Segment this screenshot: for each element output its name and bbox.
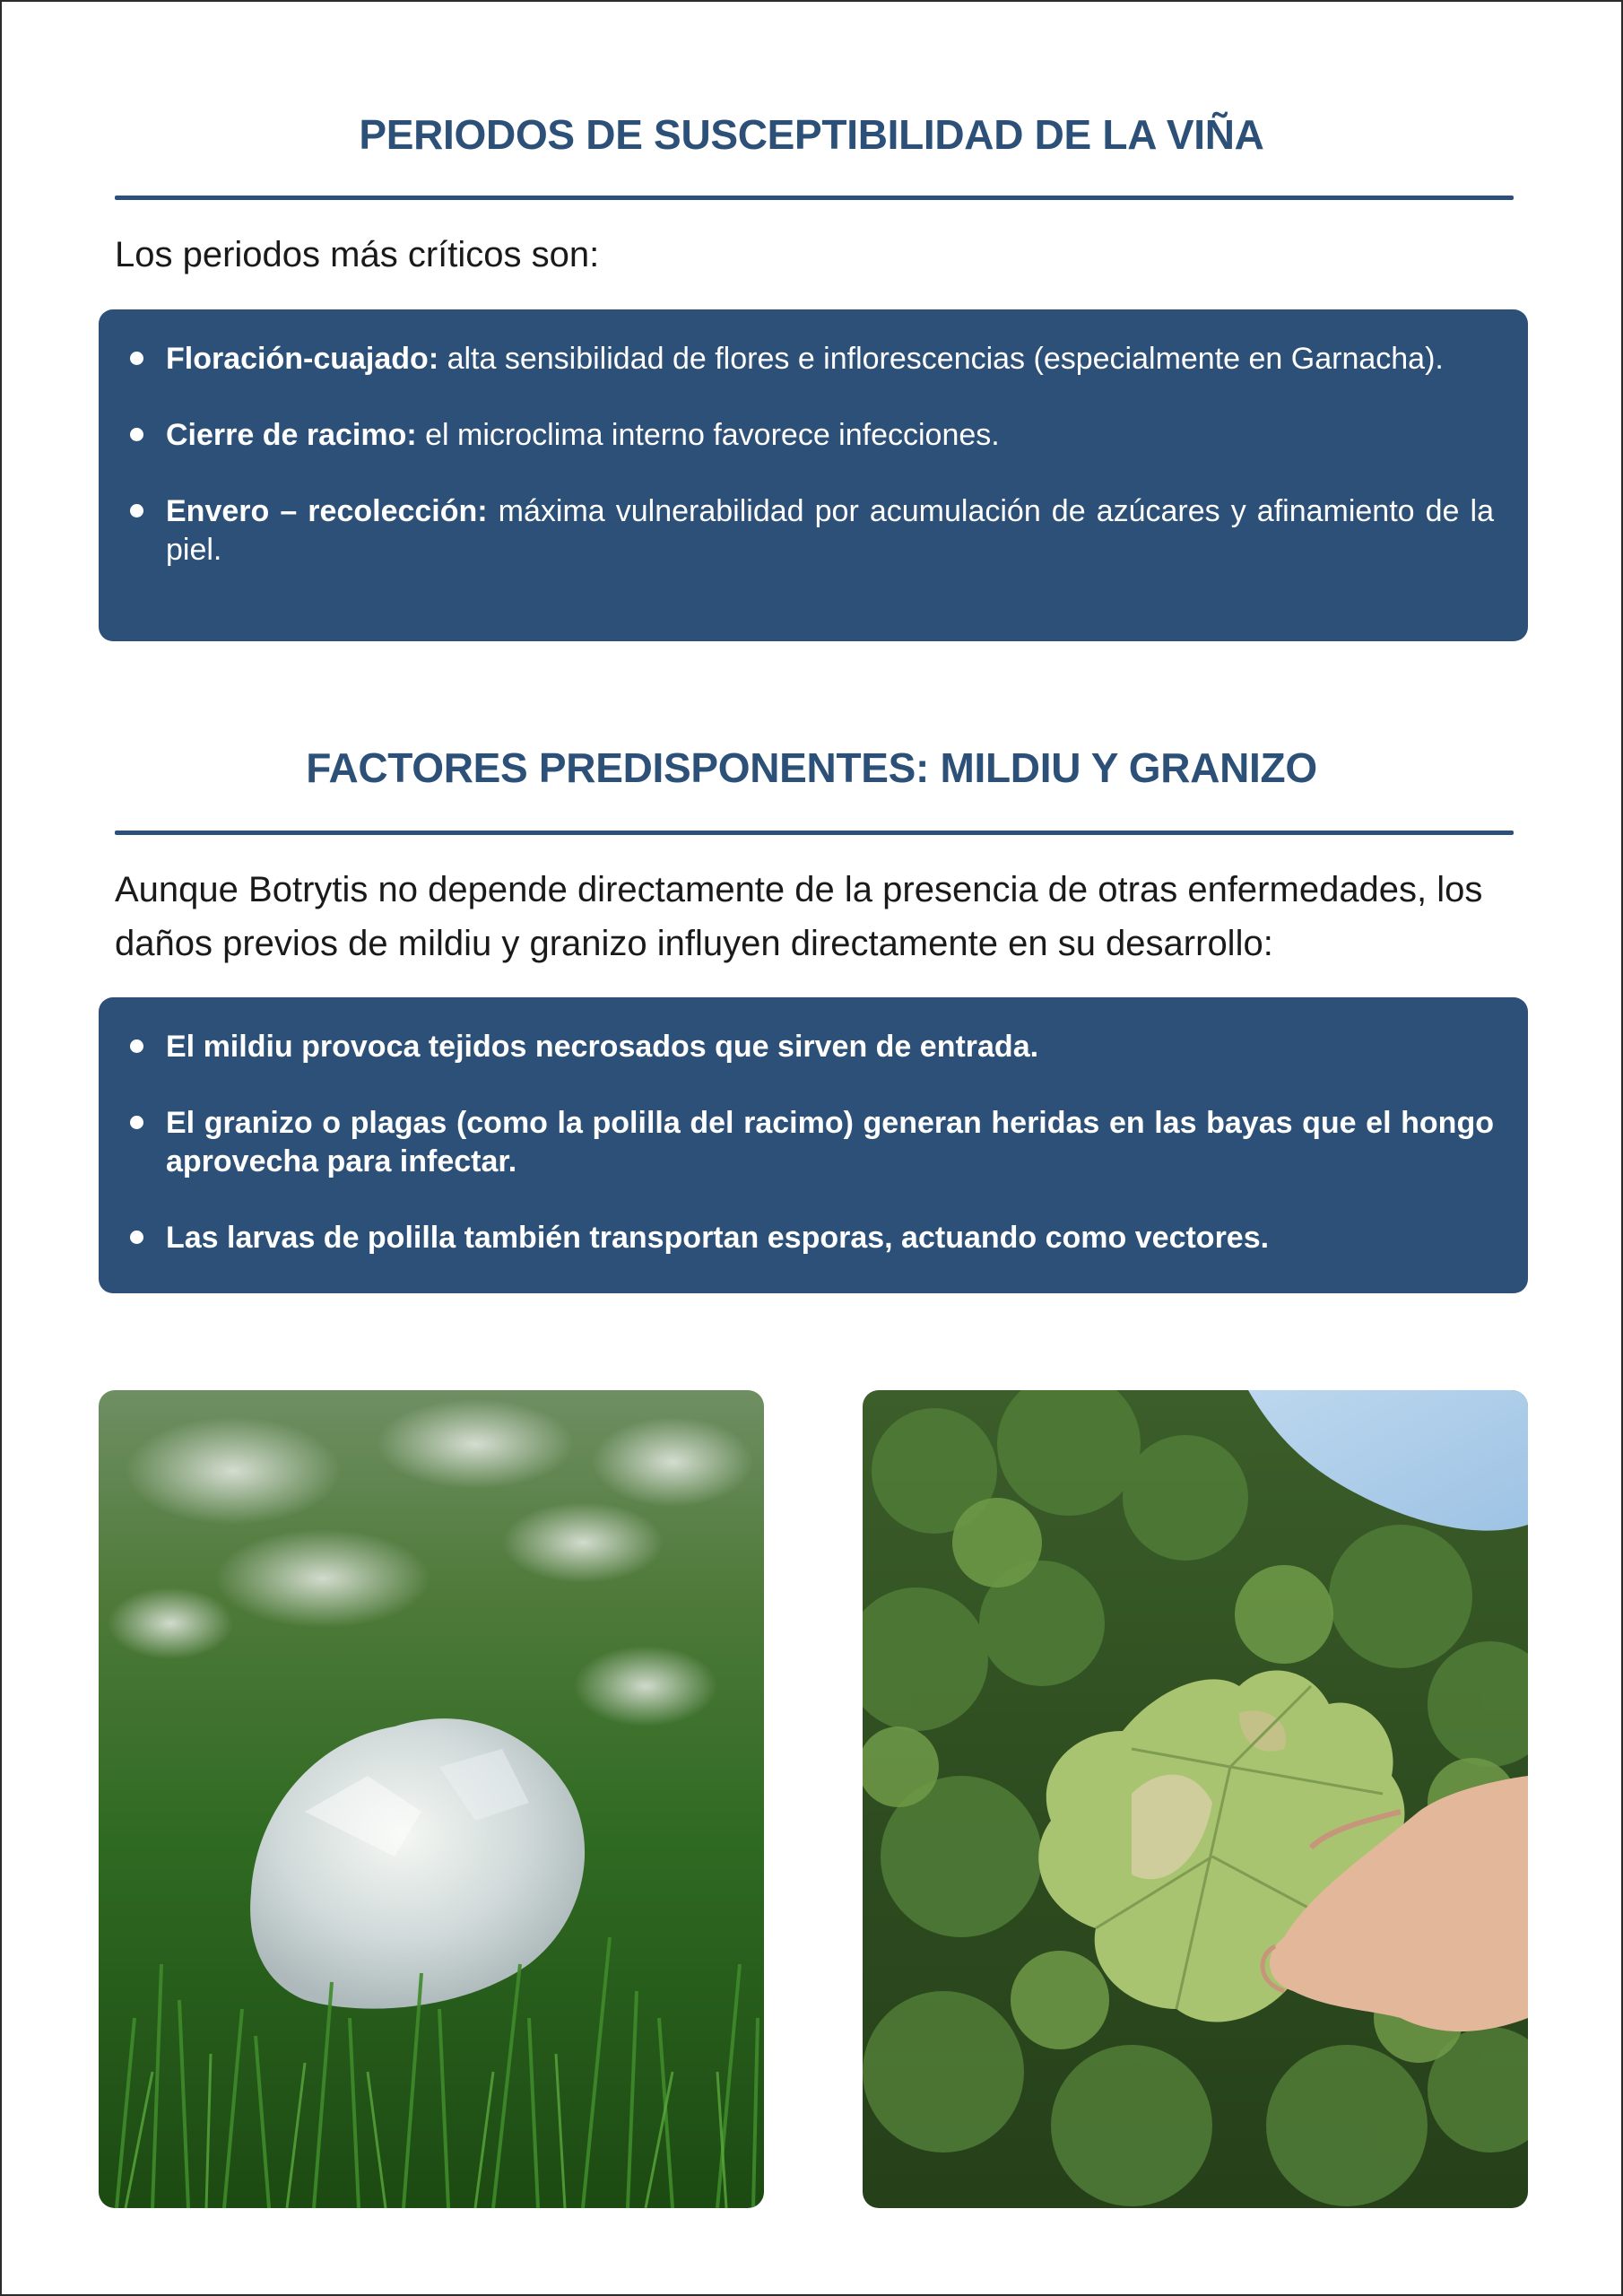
list-item-term: Cierre de racimo:: [166, 418, 417, 452]
list-item-text: el microclima interno favorece infecciones.: [416, 418, 1000, 452]
predisposing-factors-list: [166, 1028, 1494, 1257]
list-item: [166, 492, 1494, 570]
list-item-text: alta sensibilidad de flores e inflorescencias (especialmente en Garnacha).: [438, 342, 1444, 376]
list-item-text: Las larvas de polilla también transportan esporas, actuando como vectores.: [166, 1221, 1270, 1255]
list-item-text: máxima vulnerabilidad por acumulación de azúcares y afinamiento de la piel.: [166, 494, 1494, 567]
list-item-text: El granizo o plagas (como la polilla del racimo) generan heridas en las bayas que el hongo aprovecha para infectar.: [166, 1106, 1494, 1178]
section-title-predisposing-factors: FACTORES PREDISPONENTES: MILDIU Y GRANIZO: [306, 744, 1317, 791]
list-item: [166, 340, 1494, 378]
bullet-icon: [130, 504, 143, 517]
list-item: [166, 416, 1494, 455]
hailstone-photo: [99, 1390, 764, 2208]
bullet-icon: [130, 352, 143, 365]
bullet-icon: [130, 1116, 143, 1129]
list-item: [166, 1104, 1494, 1181]
bullet-icon: [130, 1231, 143, 1244]
title-divider: [115, 196, 1514, 200]
critical-periods-list: [166, 340, 1494, 570]
list-item: [166, 1219, 1494, 1257]
critical-periods-box: [99, 309, 1528, 641]
vine-leaf-photo: [863, 1390, 1528, 2208]
section-title-susceptibility: PERIODOS DE SUSCEPTIBILIDAD DE LA VIÑA: [359, 111, 1264, 158]
list-item: [166, 1028, 1494, 1066]
intro-text-critical-periods: Los periodos más críticos son:: [115, 235, 600, 274]
list-item-term: Floración-cuajado:: [166, 342, 439, 376]
title-divider: [115, 831, 1514, 835]
list-item-term: Envero – recolección:: [166, 494, 488, 528]
bullet-icon: [130, 428, 143, 441]
predisposing-factors-box: [99, 997, 1528, 1293]
bullet-icon: [130, 1039, 143, 1053]
intro-text-botrytis: Aunque Botrytis no depende directamente de la presencia de otras enfermedades, los daños previos de mildiu y granizo influyen directamente en su desarrollo:: [115, 870, 1483, 963]
list-item-text: El mildiu provoca tejidos necrosados que sirven de entrada.: [166, 1030, 1039, 1064]
